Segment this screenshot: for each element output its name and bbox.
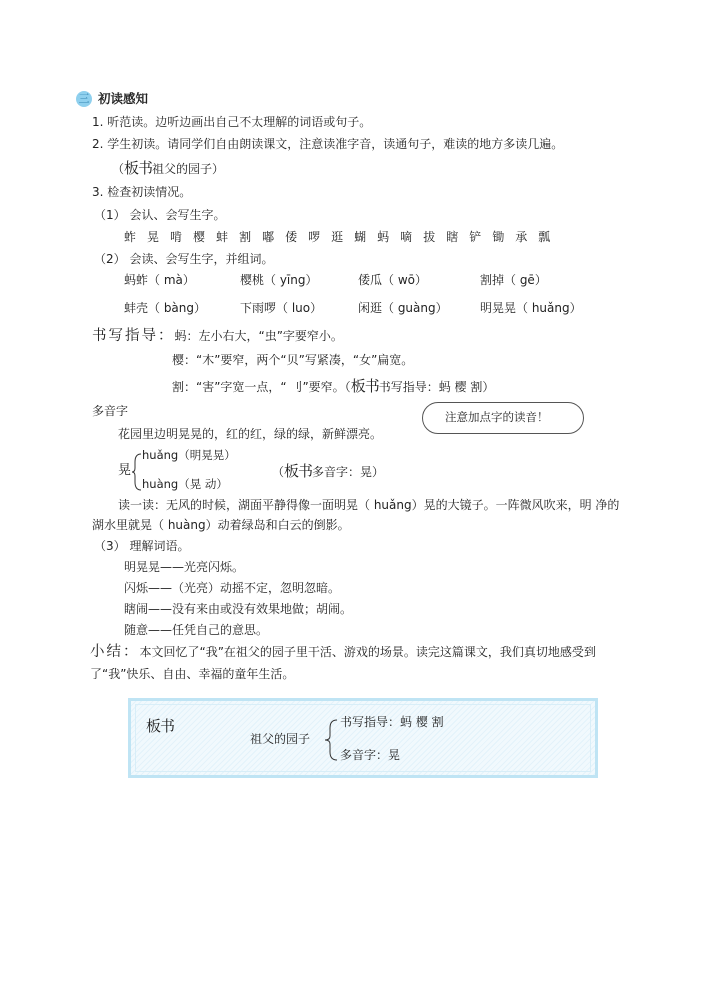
board-open-paren: （ (272, 465, 285, 479)
step-1-text: 1. 听范读。边听边画出自己不太理解的词语或句子。 (92, 115, 372, 129)
board-branch-writing: 书写指导：蚂 樱 割 (340, 715, 444, 729)
word-item: 割掉（ gē） (480, 273, 547, 287)
reading-practice-line-2: 湖水里就晃（ huàng）动着绿岛和白云的倒影。 (92, 518, 350, 532)
board-polyphone (272, 463, 384, 480)
writing-guidance-heading: 书写指导： (92, 328, 175, 344)
summary-line-1 (90, 644, 596, 660)
polyphone-char: 晃 (118, 463, 132, 478)
word-item: 蚌壳（ bàng） (124, 301, 207, 315)
board-mark-icon: 板书 (124, 159, 153, 177)
vocab-item: 随意——任凭自己的意思。 (124, 623, 269, 637)
board-mark-icon: 板书 (284, 462, 313, 480)
word-item: 下雨啰（ luo） (240, 301, 323, 315)
speech-cloud-text: 注意加点字的读音！ (445, 410, 549, 424)
polyphone-reading-1: huǎng（明晃晃） (142, 448, 236, 462)
board-polyphone-text: 多音字：晃） (312, 465, 385, 479)
summary-text: 本文回忆了“我”在祖父的园子里干活、游戏的场景。读完这篇课文，我们真切地感受到 (139, 645, 596, 659)
writing-guidance-line-3 (172, 378, 494, 395)
board-note-title (112, 160, 224, 177)
writing-guidance-text: 割：“害”字宽一点，“ 刂”要窄。（ (172, 380, 351, 394)
board-title-text: 祖父的园子） (152, 162, 225, 176)
section-number-badge: 三 (76, 91, 92, 107)
word-item: 倭瓜（ wō） (358, 273, 427, 287)
step-3-text: 3. 检查初读情况。 (92, 185, 192, 199)
writing-guidance-line-1 (92, 328, 343, 344)
step-2-text: 2. 学生初读。请同学们自由朗读课文，注意读准字音，读通句子，难读的地方多读几遍。 (92, 137, 564, 151)
vocab-item: 瞎闹——没有来由或没有效果地做；胡闹。 (124, 602, 353, 616)
word-item: 蚂蚱（ mà） (124, 273, 195, 287)
board-writing-text: 书写指导：蚂 樱 割） (378, 380, 495, 394)
new-characters-row: 蚱 晃 啃 樱 蚌 割 嘟 倭 啰 逛 蝴 蚂 嘀 拔 瞎 铲 锄 承 瓢 (124, 230, 554, 244)
vocab-item: 闪烁——（光亮）动摇不定，忽明忽暗。 (124, 581, 341, 595)
part-3-label: （3） 理解词语。 (94, 539, 190, 553)
vocab-item: 明晃晃——光亮闪烁。 (124, 560, 245, 574)
summary-heading: 小结： (90, 644, 140, 660)
writing-guidance-text: 蚂：左小右大，“虫”字要窄小。 (174, 329, 343, 343)
section-title: 初读感知 (98, 91, 149, 106)
board-brace-icon (324, 718, 338, 762)
board-mark-icon: 板书 (350, 377, 379, 395)
part-2-label: （2） 会读、会写生字，并组词。 (94, 252, 274, 266)
writing-guidance-line-2: 樱：“木”要窄，两个“贝”写紧凑，“女”扁宽。 (172, 353, 414, 367)
word-item: 樱桃（ yīng） (240, 273, 318, 287)
reading-practice-line-1: 读一读：无风的时候，湖面平静得像一面明晃（ huǎng）晃的大镜子。一阵微风吹来，明 净的 (118, 498, 620, 512)
polyphone-sentence: 花园里边明晃晃的，红的红，绿的绿，新鲜漂亮。 (118, 427, 383, 441)
word-item: 闲逛（ guàng） (358, 301, 448, 315)
part-1-label: （1） 会认、会写生字。 (94, 208, 226, 222)
board-branch-polyphone: 多音字：晃 (340, 748, 401, 762)
board-mark-icon: 板书 (146, 717, 175, 735)
polyphone-reading-2: huàng（晃 动） (142, 477, 228, 491)
word-item: 明晃晃（ huǎng） (480, 301, 582, 315)
board-open-paren: （ (112, 162, 125, 176)
polyphone-heading: 多音字 (92, 404, 129, 418)
board-center-title: 祖父的园子 (250, 732, 311, 746)
summary-line-2: 了“我”快乐、自由、幸福的童年生活。 (90, 667, 295, 681)
brace-icon (132, 452, 142, 492)
